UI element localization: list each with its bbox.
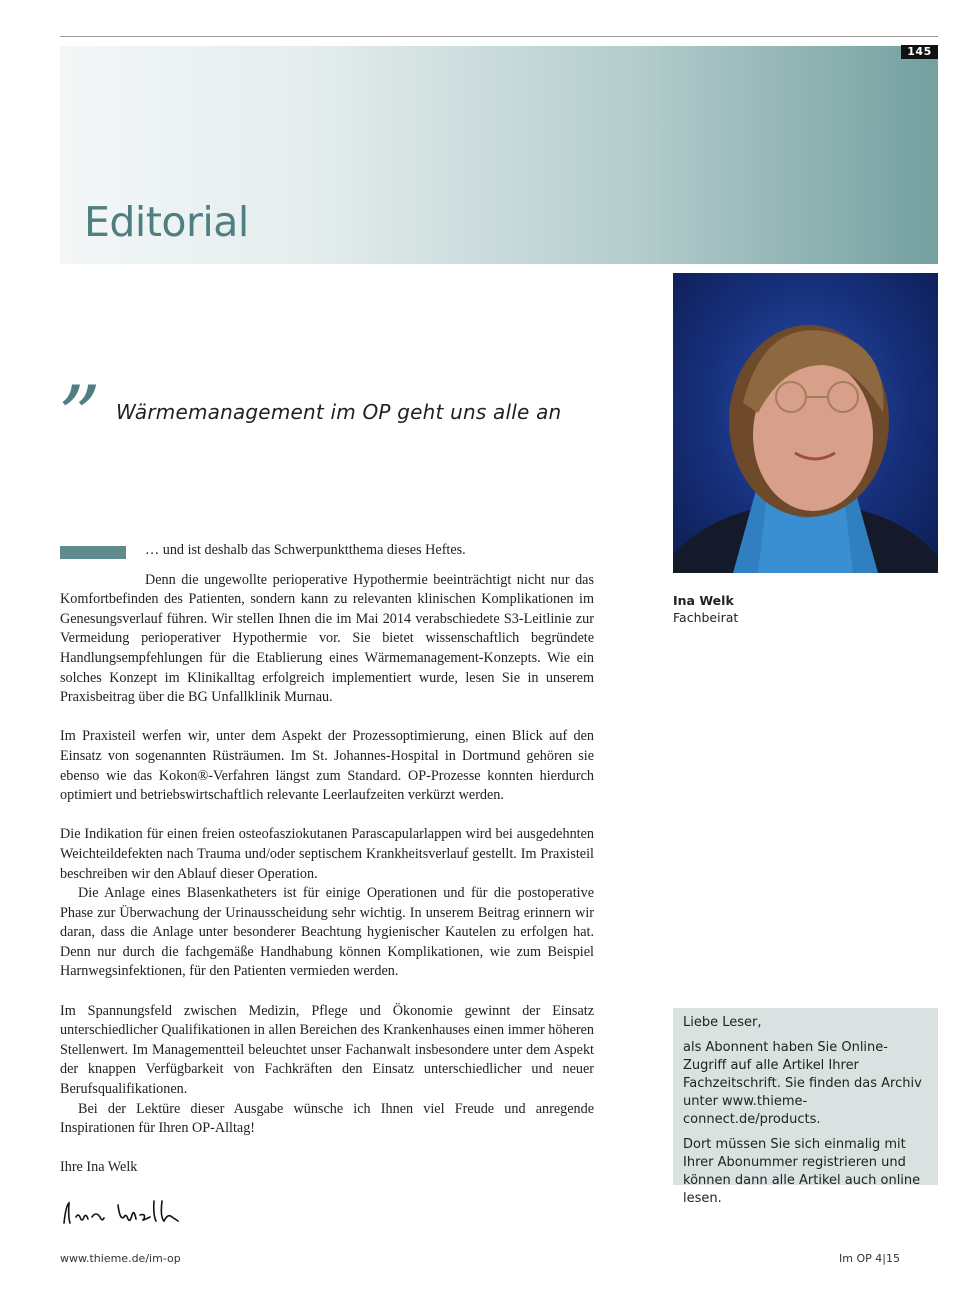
infobox-paragraph: als Abonnent haben Sie Online-Zugriff auf alle Artikel Ihrer Fachzeitschrift. Sie finden das Archiv unter www.thieme-connect.de/products.	[683, 1040, 922, 1127]
article-body	[60, 541, 594, 1177]
article-paragraph: Im Spannungsfeld zwischen Medizin, Pflege und Ökonomie gewinnt der Einsatz unterschiedlicher Qualifikationen in allen Bereichen des Krankenhauses einen immer höheren Stellenwert. Im Managementteil beleuchtet unser Fachanwalt insbesondere unter dem Aspekt der knappen Verfügbarkeit von Fachkräften den Einsatz unterschiedlicher und neuer Berufsqualifikationen.	[60, 1002, 594, 1098]
article-lead: … und ist deshalb das Schwerpunktthema dieses Heftes.	[145, 542, 466, 558]
footer-url-link[interactable]: www.thieme.de/im-op	[60, 1252, 181, 1265]
quote-mark-icon: ”	[58, 368, 101, 466]
pull-quote: Wärmemanagement im OP geht uns alle an	[116, 400, 562, 424]
article-paragraph: Die Indikation für einen freien osteofasziokutanen Parascapularlappen wird bei ausgedehnten Weichteildefekten nach Trauma und/oder septischem Krankheitsverlauf gestellt. Im Praxisteil beschreiben wir den Ablauf dieser Operation.	[60, 826, 594, 882]
author-role: Fachbeirat	[673, 610, 739, 625]
top-rule	[60, 36, 938, 37]
page-number: 145	[901, 45, 938, 59]
page-title: Editorial	[84, 198, 249, 246]
handwritten-signature	[60, 1195, 180, 1231]
closing-line: Ihre Ina Welk	[60, 1158, 138, 1175]
author-name: Ina Welk	[673, 593, 734, 608]
subscriber-info-box	[673, 1008, 938, 1206]
author-photo	[673, 273, 938, 573]
portrait-illustration	[673, 273, 938, 573]
article-paragraph: Bei der Lektüre dieser Ausgabe wünsche ich Ihnen viel Freude und anregende Inspirationen für Ihren OP-Alltag!	[60, 1100, 594, 1137]
infobox-greeting: Liebe Leser,	[683, 1015, 762, 1030]
footer-issue: Im OP 4|15	[839, 1252, 900, 1265]
article-paragraph: Im Praxisteil werfen wir, unter dem Aspekt der Prozessoptimierung, einen Blick auf den Einsatz von sogenannten Rüsträumen. Im St. Johannes-Hospital in Dortmund gehören sie ebenso wie das Kokon®-Verfahren längst zum Standard. OP-Prozesse konnten hierdurch optimiert und betriebswirtschaftlich relevante Leerlaufzeiten verkürzt werden.	[60, 728, 594, 804]
infobox-paragraph: Dort müssen Sie sich einmalig mit Ihrer Abonummer registrieren und können dann alle Artikel auch online lesen.	[683, 1137, 921, 1206]
article-paragraph: Denn die ungewollte perioperative Hypothermie beeinträchtigt nicht nur das Komfortbefinden des Patienten, sondern kann zu relevanten klinischen Komplikationen im Genesungsverlauf führen. Wir stellen Ihnen die im Mai 2014 verabschiedete S3-Leitlinie zur Vermeidung perioperativer Hypothermie vor. Sie bietet wissenschaftlich begründete Handlungsempfehlungen für die Etablierung eines Wärmemanagement-Konzepts. Wie ein solches Konzept im Klinikalltag erfolgreich implementiert wurde, lesen Sie in unserem Praxisbeitrag über die BG Unfallklinik Murnau.	[60, 571, 594, 706]
article-paragraph: Die Anlage eines Blasenkatheters ist für einige Operationen und für die postoperative Phase zur Überwachung der Urinausscheidung sehr wichtig. In unserem Beitrag erinnern wir daran, dass die Anlage unter besonderer Beachtung hygienischer Kautelen zu erfolgen hat. Denn nur durch die fachgemäße Handhabung können Komplikationen, wie zum Beispiel Harnwegsinfektionen, für den Patienten vermieden werden.	[60, 885, 594, 980]
